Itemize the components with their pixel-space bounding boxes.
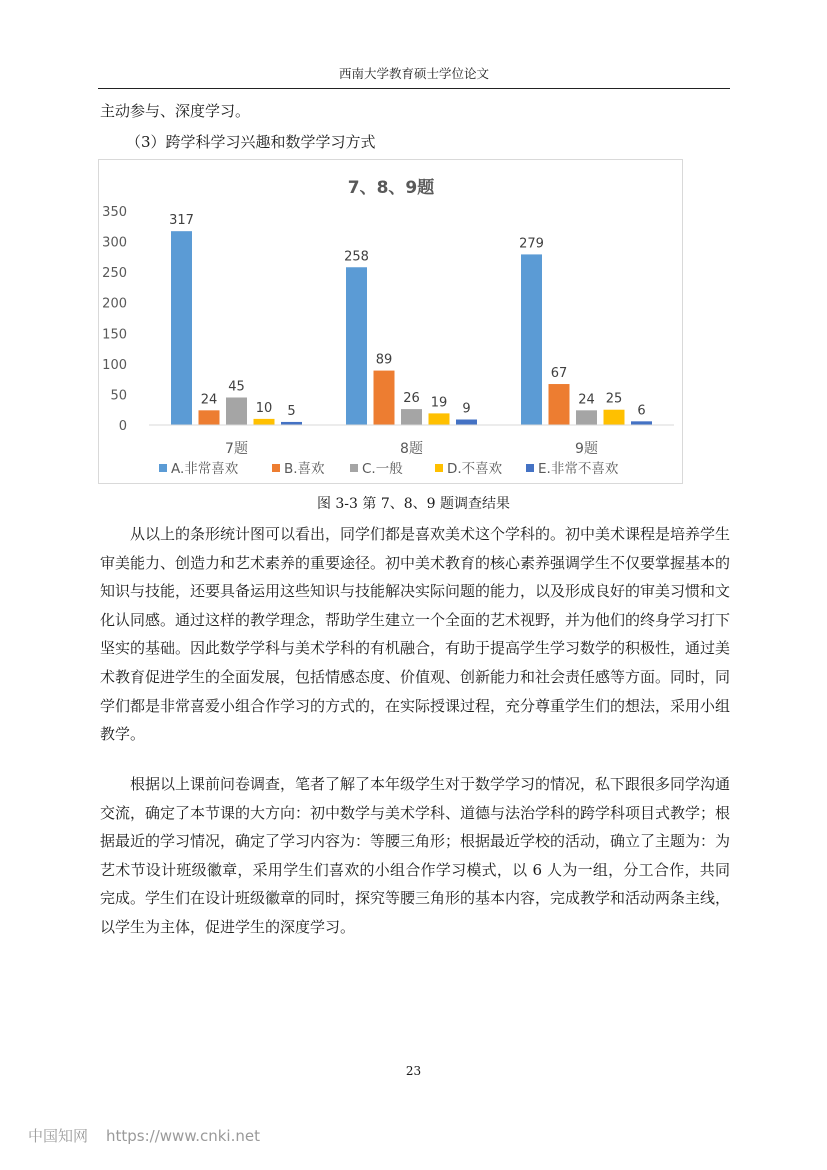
watermark-brand: 中国知网 — [28, 1127, 89, 1145]
chart-title: 7、8、9题 — [347, 178, 435, 198]
data-label: 67 — [550, 366, 568, 382]
bar — [521, 254, 542, 425]
figure-caption: 图 3-3 第 7、8、9 题调查结果 — [316, 496, 511, 512]
body-paragraph-1: 从以上的条形统计图可以看出，同学们都是喜欢美术这个学科的。初中美术课程是培养学生审美能力、创造力和艺术素养的重要途径。初中美术教育的核心素养强调学生不仅要掌握基本的知识与技能，还要具备运用这些知识与技能解决实际问题的能力，以及形成良好的审美习惯和文化认同感。通过这样的教学理念，帮助学生建立一个全面的艺术视野，并为他们的终身学习打下坚实的基础。因此数学学科与美术学科的有机融合，有助于提高学生学习数学的积极性，通过美术教育促进学生的全面发展，包括情感态度、价值观、创新能力和社会责任感等方面。同时，同学们都是非常喜爱小组合作学习的方式的，在实际授课过程，充分尊重学生们的想法，采用小组教学。 — [100, 525, 731, 744]
data-label: 317 — [169, 213, 194, 229]
x-tick-label: 8题 — [400, 441, 423, 457]
data-label: 19 — [430, 395, 448, 411]
y-tick-label: 200 — [102, 296, 127, 312]
page-number: 23 — [405, 1064, 422, 1078]
y-tick-label: 0 — [118, 419, 127, 434]
header-rule — [98, 88, 730, 89]
data-label: 10 — [255, 400, 273, 416]
legend-label: D.不喜欢 — [447, 461, 503, 477]
y-axis — [102, 205, 127, 434]
y-tick-label: 350 — [102, 205, 127, 220]
bar — [576, 410, 597, 425]
section-title: （3）跨学科学习兴趣和数学学习方式 — [126, 133, 376, 151]
x-tick-label: 9题 — [575, 441, 598, 457]
data-label: 24 — [578, 392, 595, 408]
watermark-url: https://www.cnki.net — [106, 1127, 260, 1145]
legend-swatch — [350, 464, 358, 472]
bar — [199, 410, 220, 425]
x-axis — [149, 425, 674, 457]
legend-swatch — [526, 464, 534, 472]
y-tick-label: 150 — [102, 327, 127, 343]
bar — [374, 371, 395, 425]
cnki-watermark — [28, 1125, 260, 1146]
bar — [549, 384, 570, 425]
legend-label: E.非常不喜欢 — [538, 461, 619, 477]
y-tick-label: 100 — [102, 357, 127, 373]
bar — [604, 410, 625, 425]
data-label: 5 — [287, 403, 296, 419]
legend-label: C.一般 — [362, 461, 403, 477]
bar — [171, 231, 192, 425]
data-label: 9 — [462, 401, 471, 417]
data-label: 26 — [403, 391, 420, 407]
legend-swatch — [272, 464, 280, 472]
y-tick-label: 250 — [102, 266, 127, 282]
data-label: 25 — [605, 391, 623, 407]
data-label: 89 — [375, 352, 393, 368]
legend-swatch — [159, 464, 167, 472]
bar — [401, 409, 422, 425]
bar — [631, 421, 652, 425]
chart-legend — [159, 460, 619, 477]
chart-canvas — [99, 160, 684, 485]
legend-label: B.喜欢 — [284, 461, 325, 477]
continued-text: 主动参与、深度学习。 — [100, 102, 251, 120]
running-header: 西南大学教育硕士学位论文 — [338, 66, 489, 81]
y-tick-label: 50 — [110, 388, 127, 404]
bar — [429, 413, 450, 425]
data-label: 45 — [228, 379, 245, 395]
legend-swatch — [435, 464, 443, 472]
bar-group — [169, 213, 652, 425]
bar — [346, 267, 367, 425]
bar — [226, 397, 247, 425]
bar-chart — [98, 159, 683, 484]
bar — [254, 419, 275, 425]
data-label: 24 — [200, 392, 218, 408]
legend-label: A.非常喜欢 — [171, 461, 239, 477]
data-label: 6 — [637, 403, 646, 419]
y-tick-label: 300 — [102, 235, 127, 251]
data-label: 279 — [519, 236, 544, 252]
x-tick-label: 7题 — [225, 441, 248, 457]
data-label: 258 — [344, 249, 369, 265]
body-paragraph-2: 根据以上课前问卷调查，笔者了解了本年级学生对于数学学习的情况，私下跟很多同学沟通交流，确定了本节课的大方向：初中数学与美术学科、道德与法治学科的跨学科项目式教学；根据最近的学习情况，确定了学习内容为：等腰三角形；根据最近学校的活动，确立了主题为：为艺术节设计班级徽章，采用学生们喜欢的小组合作学习模式，以 6 人为一组，分工合作，共同完成。学生们在设计班级徽章的同时，探究等腰三角形的基本内容，完成教学和活动两条主线，以学生为主体，促进学生的深度学习。 — [100, 775, 731, 936]
bar — [456, 419, 477, 425]
